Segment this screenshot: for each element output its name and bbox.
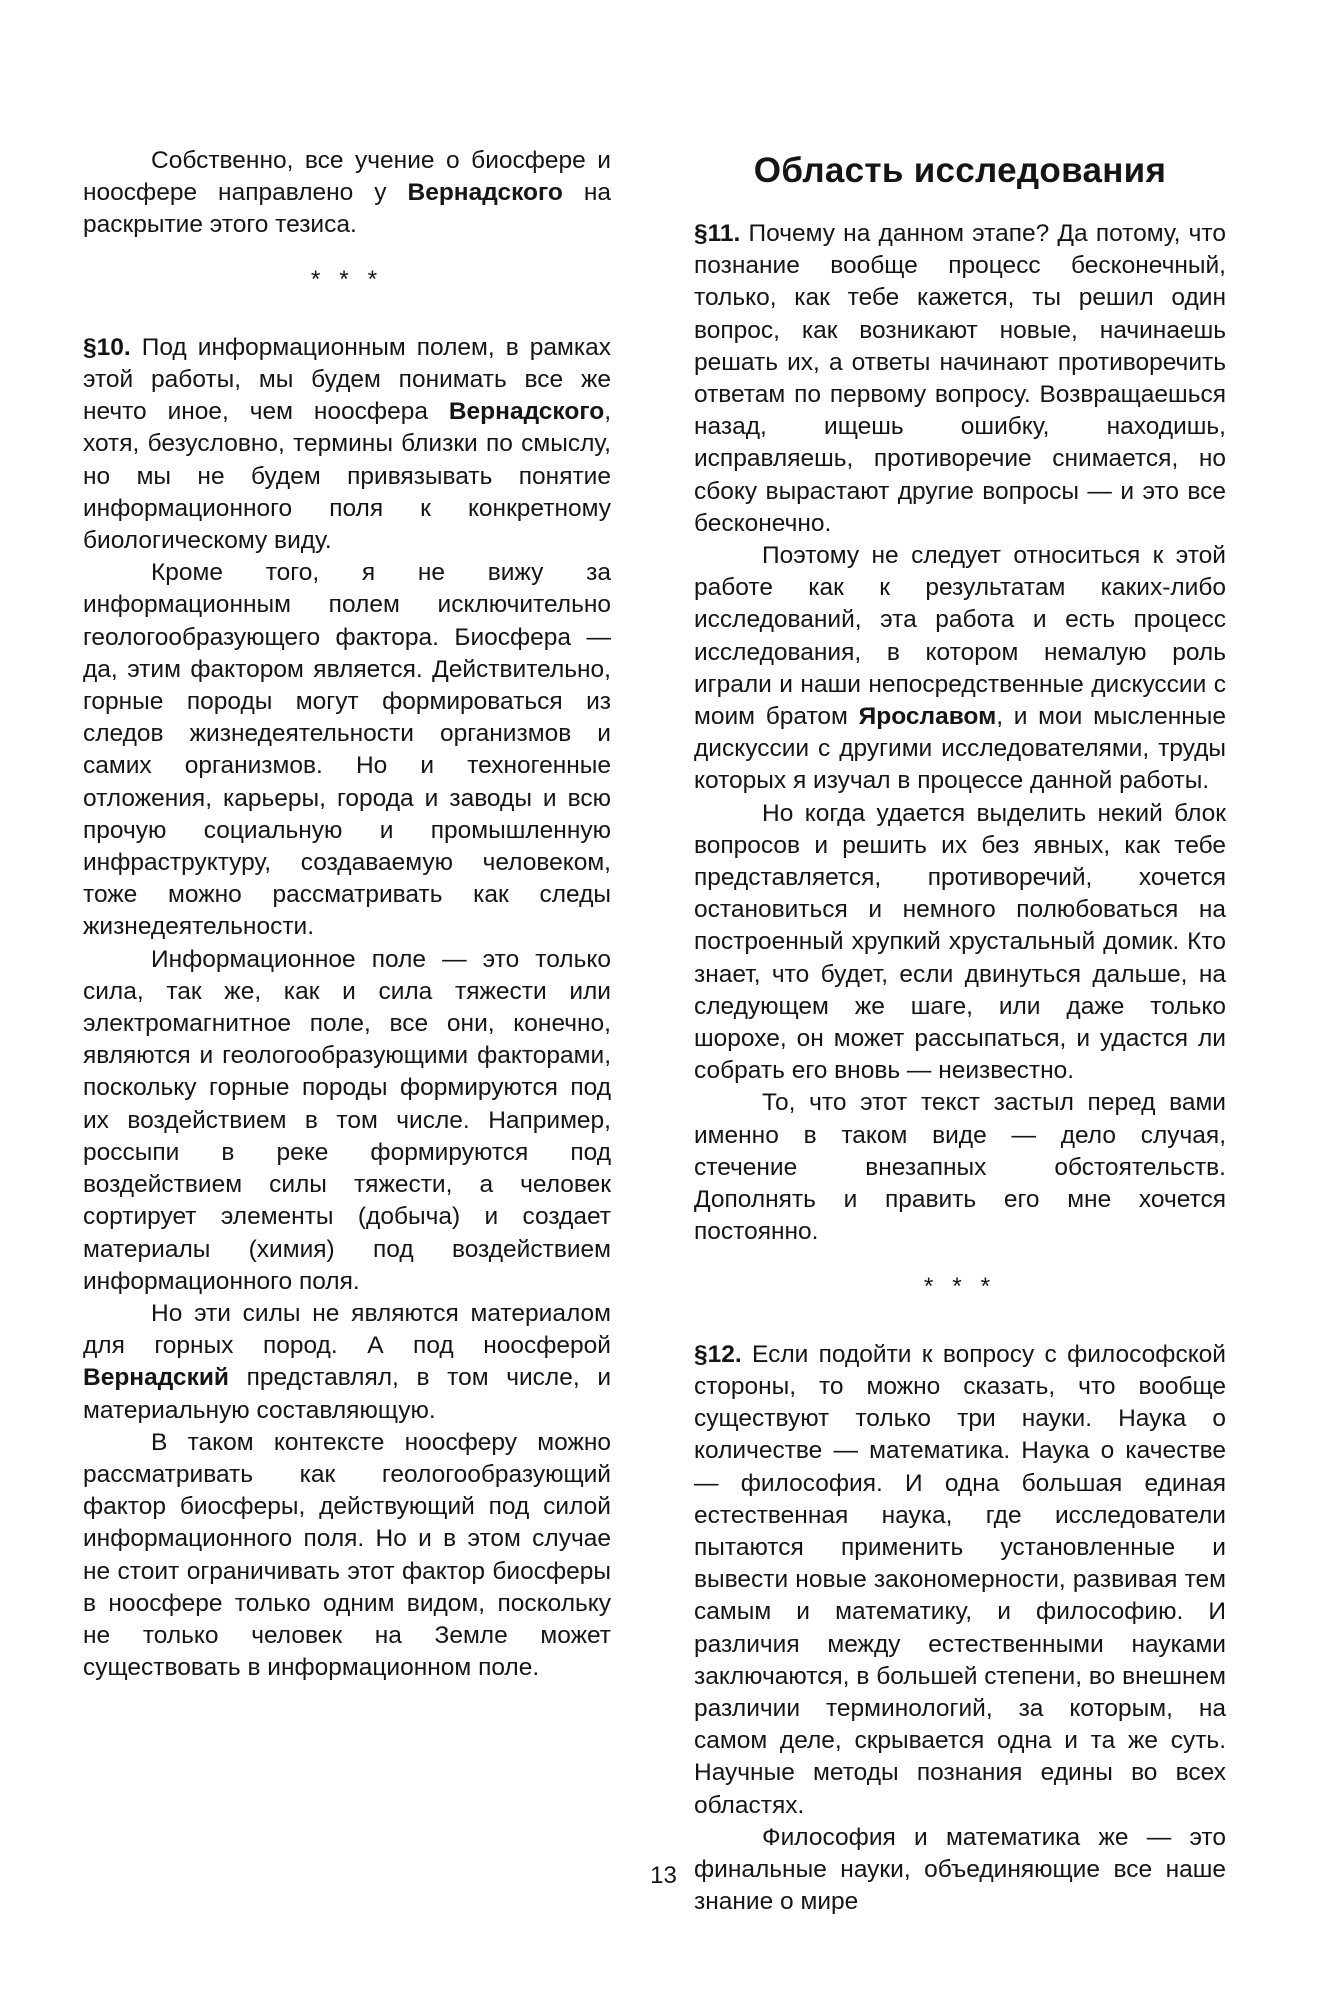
section-divider: * * * bbox=[923, 1272, 997, 1300]
paragraph: Кроме того, я не вижу за информационным полем исключительно геологообразующего фактора. Биосфера — да, этим фактором является. Действительно, горные породы могут формироваться из следов жизнедеятельности организмов и самих организмов. Но и техногенные отложения, карьеры, города и заводы и всю прочую социальную и промышленную инфраструктуру, создаваемую человеком, тоже можно рассматривать как следы жизнедеятельности. bbox=[83, 559, 611, 941]
section-number-11: §11. bbox=[694, 220, 741, 247]
name-vernadsky: Вернадского bbox=[407, 179, 563, 207]
paragraph-s12: §12. Если подойти к вопросу с философской стороны, то можно сказать, что вообще существуют только три науки. Наука о количестве — математика. Наука о качестве — философия. И одна большая единая естественная наука, где исследователи пытаются применить установленные и вывести новые закономерности, развивая тем самым и математику, и философию. И различия между естественными науками заключаются, в большей степени, во внешнем различии терминологий, за которым, на самом деле, скрывается одна и та же суть. Научные методы познания едины во всех областях. bbox=[694, 1340, 1226, 1819]
section-divider: * * * bbox=[310, 265, 384, 293]
paragraph: Информационное поле — это только сила, так же, как и сила тяжести или электромагнитное поле, все они, конечно, являются и геологообразующими факторами, поскольку горные породы формируются под их воздействием в том числе. Например, россыпи в реке формируются под воздействием силы тяжести, а человек сортирует элементы (добыча) и создает материалы (химия) под воздействием информационного поля. bbox=[83, 945, 611, 1295]
paragraph-s11: §11. Почему на данном этапе? Да потому, что познание вообще процесс бесконечный, только, как тебе кажется, ты решил один вопрос, как возникают новые, начинаешь решать их, а ответы начинают противоречить ответам по первому вопросу. Возвращаешься назад, ищешь ошибку, находишь, исправляешь, противоречие снимается, но сбоку вырастают другие вопросы — и это все бесконечно. bbox=[694, 220, 1226, 537]
paragraph: Но когда удается выделить некий блок вопросов и решить их без явных, как тебе представляется, противоречий, хочется остановиться и немного полюбоваться на построенный хрупкий хрустальный домик. Кто знает, что будет, если двинуться дальше, на следующем же шаге, или даже только шорохе, он может рассыпаться, и удастся ли собрать его вновь — неизвестно. bbox=[694, 799, 1226, 1085]
page-number: 13 bbox=[650, 1862, 677, 1889]
right-column bbox=[694, 150, 1226, 1918]
paragraph: Но эти силы не являются материалом для горных пород. А под ноосферой Вернадский представлял, в том числе, и материальную составляющую. bbox=[83, 1299, 611, 1424]
section-heading: Область исследования bbox=[753, 151, 1167, 190]
paragraph-intro: Собственно, все учение о биосфере и ноосфере направлено у Вернадского на раскрытие этого тезиса. bbox=[83, 147, 611, 239]
paragraph: Философия и математика же — это финальные науки, объединяющие все наше знание о мире bbox=[694, 1823, 1226, 1916]
section-number-10: §10. bbox=[83, 333, 131, 361]
paragraph: То, что этот текст застыл перед вами именно в таком виде — дело случая, стечение внезапных обстоятельств. Дополнять и править его мне хочется постоянно. bbox=[694, 1089, 1226, 1246]
paragraph: Поэтому не следует относиться к этой работе как к результатам каких-либо исследований, эта работа и есть процесс исследования, в котором немалую роль играли и наши непосредственные дискуссии с моим братом Ярославом, и мои мысленные дискуссии с другими исследователями, труды которых я изучал в процессе данной работы. bbox=[694, 542, 1226, 795]
name-yaroslav: Ярославом bbox=[858, 703, 997, 731]
name-vernadsky: Вернадский bbox=[83, 1364, 229, 1392]
left-column bbox=[83, 145, 611, 1684]
section-number-12: §12. bbox=[694, 1340, 742, 1368]
paragraph-s10: §10. Под информационным полем, в рамках этой работы, мы будем понимать все же нечто иное, чем ноосфера Вернадского, хотя, безусловно, термины близки по смыслу, но мы не будем привязывать понятие информационного поля к конкретному биологическому виду. bbox=[83, 333, 611, 555]
name-vernadsky: Вернадского bbox=[448, 398, 605, 426]
paragraph: В таком контексте ноосферу можно рассматривать как геологообразующий фактор биосферы, действующий под силой информационного поля. Но и в этом случае не стоит ограничивать этот фактор биосферы в ноосфере только одним видом, поскольку не только человек на Земле может существовать в информационном поле. bbox=[83, 1428, 611, 1682]
